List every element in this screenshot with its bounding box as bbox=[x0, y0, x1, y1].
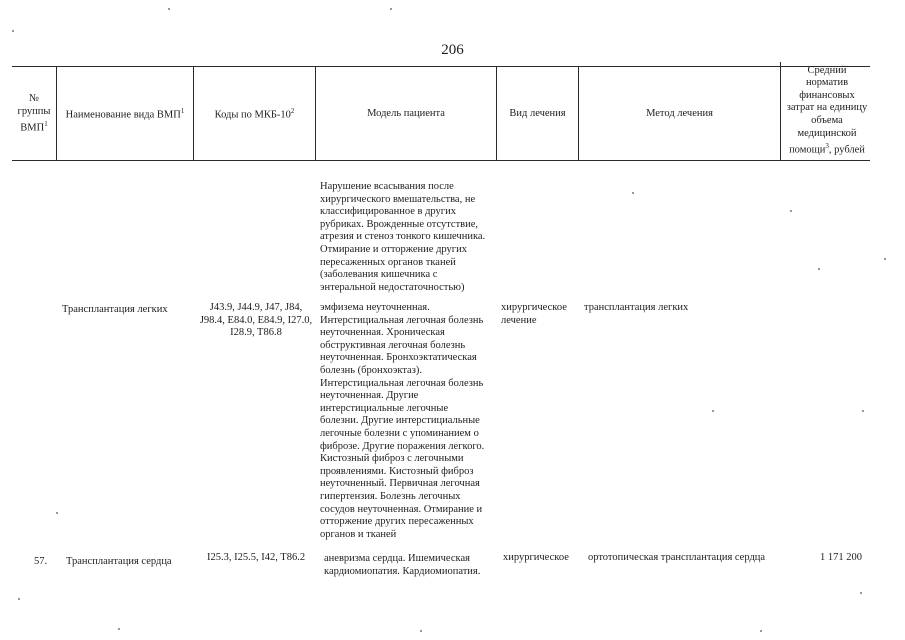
header-treatment-method: Метод лечения bbox=[646, 107, 713, 119]
header-treatment-type: Вид лечения bbox=[509, 107, 566, 119]
row-heart-group-number: 57. bbox=[34, 556, 48, 567]
scan-speck bbox=[118, 628, 120, 630]
row-lung-codes: J43.9, J44.9, J47, J84, J98.4, E84.0, E84.9, I27.0, I28.9, T86.8 bbox=[199, 302, 313, 339]
scan-speck bbox=[420, 630, 422, 632]
row-lung-name: Трансплантация легких bbox=[62, 304, 168, 315]
scan-speck bbox=[18, 598, 20, 600]
row-lung-method: трансплантация легких bbox=[584, 302, 689, 313]
row-heart-method: ортотопическая трансплантация сердца bbox=[588, 552, 766, 563]
scan-speck bbox=[56, 512, 58, 514]
page-number: 206 bbox=[441, 42, 464, 58]
header-group-number: № группы ВМП$^1$ bbox=[17, 92, 51, 134]
scan-speck bbox=[760, 630, 762, 632]
scan-speck bbox=[12, 30, 14, 32]
row-heart-name: Трансплантация сердца bbox=[66, 556, 172, 567]
row-heart-treatment-type: хирургическое bbox=[503, 552, 569, 563]
header-vmp-name: Наименование вида ВМП$^1$ bbox=[65, 106, 185, 121]
scan-speck bbox=[712, 410, 714, 412]
scan-speck bbox=[884, 258, 886, 260]
scan-speck bbox=[818, 268, 820, 270]
row-lung-treatment-type: хирургическое лечение bbox=[501, 302, 567, 326]
header-average-cost: Средний норматив финансовых затрат на единицу объема медицинской помощи$^3$, рублей bbox=[786, 64, 868, 156]
scan-speck bbox=[862, 410, 864, 412]
header-bottom-border bbox=[12, 160, 870, 161]
scan-speck bbox=[860, 592, 862, 594]
row-lung-model: эмфизема неуточненная. Интерстициальная легочная болезнь неуточненная. Хроническая обструктивная легочная болезнь неуточненная. Бронхоэктатическая болезнь (бронхоэктаз). Интерстициальная легочная болезнь неуточненная. Другие интерстициальные легочные болезни. Другие интерстициальные легочные болезни с упоминанием о фиброзе. Другие поражения легкого. Кистозный фиброз с легочными проявлениями. Кистозный фиброз неуточненный. Первичная легочная гипертензия. Болезнь легочных сосудов неуточненная. Отмирание и отторжение других пересаженных органов и тканей bbox=[320, 302, 485, 540]
row-heart-cost: 1 171 200 bbox=[820, 552, 862, 563]
header-icd-codes: Коды по МКБ-$10^2$ bbox=[214, 106, 295, 121]
row-continuation-model: Нарушение всасывания после хирургического вмешательства, не классифицированное в других рубриках. Врожденные отсутствие, атрезия и стеноз тонкого кишечника. Отмирание и отторжение других пересаженных органов тканей (заболевания кишечника с энтеральной недостаточностью) bbox=[320, 181, 486, 293]
row-heart-model: аневризма сердца. Ишемическая кардиомиопатия. Кардиомиопатия. bbox=[324, 553, 481, 577]
scan-speck bbox=[790, 210, 792, 212]
scan-speck bbox=[390, 8, 392, 10]
header-patient-model: Модель пациента bbox=[367, 107, 445, 119]
scan-speck bbox=[168, 8, 170, 10]
scan-speck bbox=[632, 192, 634, 194]
row-heart-codes: I25.3, I25.5, I42, T86.2 bbox=[207, 552, 306, 563]
